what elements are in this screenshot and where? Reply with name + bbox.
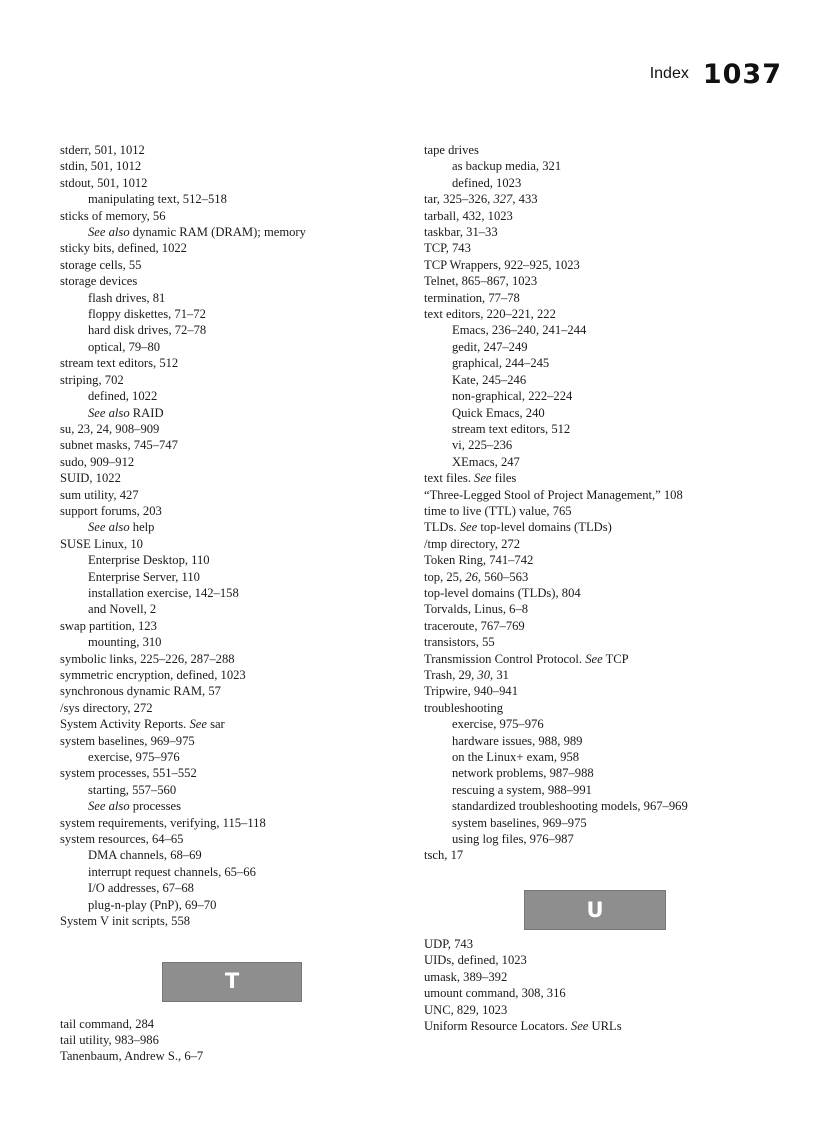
index-entry bbox=[424, 191, 794, 207]
index-entry bbox=[424, 985, 794, 1001]
entry-text: Uniform Resource Locators. bbox=[424, 1018, 571, 1033]
entry-text: installation exercise, 142–158 bbox=[88, 585, 239, 600]
index-entry bbox=[424, 470, 794, 486]
entry-text: sar bbox=[206, 717, 225, 732]
index-entry bbox=[60, 667, 400, 683]
entry-text: storage devices bbox=[60, 274, 138, 289]
entry-text: DMA channels, 68–69 bbox=[88, 848, 202, 863]
index-entry bbox=[424, 1018, 794, 1034]
index-entry bbox=[60, 536, 400, 552]
index-subentry bbox=[424, 158, 794, 174]
entry-text: files bbox=[491, 471, 517, 486]
entry-text: text files. bbox=[424, 471, 475, 486]
entry-text: Enterprise Desktop, 110 bbox=[88, 553, 210, 568]
entry-text: umask, 389–392 bbox=[424, 969, 508, 984]
index-entry bbox=[60, 158, 400, 174]
index-entry bbox=[60, 1048, 400, 1064]
index-subentry bbox=[424, 782, 794, 798]
index-entry bbox=[424, 601, 794, 617]
entry-text: top-level domains (TLDs) bbox=[477, 520, 612, 535]
entry-text: time to live (TTL) value, 765 bbox=[424, 503, 572, 518]
index-entry bbox=[424, 847, 794, 863]
index-entry bbox=[424, 936, 794, 952]
index-entry bbox=[60, 716, 400, 732]
entry-text: plug-n-play (PnP), 69–70 bbox=[88, 897, 217, 912]
entry-text: support forums, 203 bbox=[60, 503, 162, 518]
entry-text: processes bbox=[129, 799, 182, 814]
entry-text: network problems, 987–988 bbox=[452, 766, 594, 781]
entry-text: tar, 325–326, bbox=[424, 192, 494, 207]
entry-text: , 31 bbox=[490, 668, 509, 682]
index-entry bbox=[424, 273, 794, 289]
entry-text: termination, 77–78 bbox=[424, 290, 520, 305]
left-entries bbox=[60, 142, 400, 930]
index-subentry bbox=[60, 585, 400, 601]
entry-text: traceroute, 767–769 bbox=[424, 618, 525, 633]
index-subentry bbox=[60, 322, 400, 338]
index-entry bbox=[424, 487, 794, 503]
entry-text: UIDs, defined, 1023 bbox=[424, 953, 527, 968]
entry-text: exercise, 975–976 bbox=[452, 717, 544, 732]
index-entry bbox=[60, 487, 400, 503]
index-entry bbox=[424, 683, 794, 699]
index-entry bbox=[60, 733, 400, 749]
index-subentry bbox=[424, 749, 794, 765]
index-entry bbox=[60, 913, 400, 929]
u-entries bbox=[424, 936, 794, 1034]
entry-text: floppy diskettes, 71–72 bbox=[88, 307, 206, 322]
index-entry bbox=[60, 503, 400, 519]
entry-text: subnet masks, 745–747 bbox=[60, 438, 178, 453]
entry-text: SUSE Linux, 10 bbox=[60, 536, 143, 551]
entry-text: tsch, 17 bbox=[424, 848, 464, 863]
entry-text: dynamic RAM (DRAM); memory bbox=[129, 225, 306, 240]
entry-text: and Novell, 2 bbox=[88, 602, 157, 617]
index-entry bbox=[424, 700, 794, 716]
entry-text: non-graphical, 222–224 bbox=[452, 389, 573, 404]
index-entry bbox=[424, 618, 794, 634]
entry-text: TCP bbox=[602, 651, 629, 666]
index-entry bbox=[60, 240, 400, 256]
index-subentry bbox=[60, 306, 400, 322]
running-head-label: Index bbox=[649, 65, 689, 82]
index-entry bbox=[424, 585, 794, 601]
entry-text: sudo, 909–912 bbox=[60, 454, 135, 469]
entry-text: as backup media, 321 bbox=[452, 159, 562, 174]
entry-text: stderr, 501, 1012 bbox=[60, 143, 145, 157]
section-letter-u: U bbox=[524, 890, 666, 930]
index-entry bbox=[60, 815, 400, 831]
index-entry bbox=[424, 503, 794, 519]
index-subentry bbox=[60, 290, 400, 306]
index-entry bbox=[424, 969, 794, 985]
entry-text: sum utility, 427 bbox=[60, 487, 139, 502]
italic-text: 30 bbox=[477, 668, 491, 682]
italic-text: See bbox=[570, 1018, 589, 1033]
index-entry bbox=[60, 257, 400, 273]
index-subentry bbox=[60, 224, 400, 240]
entry-text: /sys directory, 272 bbox=[60, 700, 153, 715]
index-subentry bbox=[60, 880, 400, 896]
entry-text: sticks of memory, 56 bbox=[60, 208, 166, 223]
index-entry bbox=[424, 142, 794, 158]
index-entry bbox=[424, 952, 794, 968]
italic-text: 26 bbox=[465, 569, 478, 584]
index-entry bbox=[60, 683, 400, 699]
entry-text: taskbar, 31–33 bbox=[424, 225, 498, 240]
entry-text: stream text editors, 512 bbox=[452, 421, 571, 436]
index-column-right bbox=[424, 142, 794, 1034]
page-number: 1037 bbox=[702, 58, 782, 90]
index-subentry bbox=[424, 716, 794, 732]
entry-text: tape drives bbox=[424, 143, 479, 157]
index-entry bbox=[424, 257, 794, 273]
index-entry bbox=[60, 175, 400, 191]
entry-text: tarball, 432, 1023 bbox=[424, 208, 513, 223]
index-entry bbox=[60, 454, 400, 470]
entry-text: umount command, 308, 316 bbox=[424, 986, 566, 1001]
entry-text: Tanenbaum, Andrew S., 6–7 bbox=[60, 1049, 204, 1064]
page-header bbox=[650, 58, 782, 90]
entry-text: UDP, 743 bbox=[424, 936, 473, 951]
index-subentry bbox=[424, 339, 794, 355]
entry-text: gedit, 247–249 bbox=[452, 339, 528, 354]
entry-text: flash drives, 81 bbox=[88, 290, 166, 305]
entry-text: I/O addresses, 67–68 bbox=[88, 881, 194, 896]
index-entry bbox=[424, 240, 794, 256]
index-entry bbox=[60, 470, 400, 486]
index-subentry bbox=[60, 388, 400, 404]
index-subentry bbox=[424, 175, 794, 191]
index-subentry bbox=[424, 437, 794, 453]
entry-text: sticky bits, defined, 1022 bbox=[60, 241, 187, 256]
entry-text: swap partition, 123 bbox=[60, 618, 157, 633]
entry-text: striping, 702 bbox=[60, 372, 124, 387]
entry-text: system resources, 64–65 bbox=[60, 832, 184, 847]
index-subentry bbox=[424, 765, 794, 781]
index-entry bbox=[60, 700, 400, 716]
index-entry bbox=[60, 273, 400, 289]
entry-text: hardware issues, 988, 989 bbox=[452, 733, 583, 748]
entry-text: URLs bbox=[588, 1018, 622, 1033]
index-subentry bbox=[60, 864, 400, 880]
entry-text: Enterprise Server, 110 bbox=[88, 569, 200, 584]
entry-text: Transmission Control Protocol. bbox=[424, 651, 586, 666]
entry-text: troubleshooting bbox=[424, 700, 504, 715]
index-subentry bbox=[424, 798, 794, 814]
entry-text: defined, 1022 bbox=[88, 389, 158, 404]
index-entry bbox=[60, 1032, 400, 1048]
entry-text: stdout, 501, 1012 bbox=[60, 175, 148, 190]
entry-text: storage cells, 55 bbox=[60, 257, 142, 272]
index-entry bbox=[424, 290, 794, 306]
entry-text: symbolic links, 225–226, 287–288 bbox=[60, 651, 235, 666]
index-subentry bbox=[60, 569, 400, 585]
index-entry bbox=[60, 831, 400, 847]
index-subentry bbox=[60, 519, 400, 535]
entry-text: defined, 1023 bbox=[452, 175, 522, 190]
index-subentry bbox=[424, 421, 794, 437]
entry-text: mounting, 310 bbox=[88, 635, 162, 650]
entry-text: su, 23, 24, 908–909 bbox=[60, 421, 160, 436]
index-subentry bbox=[424, 733, 794, 749]
index-subentry bbox=[424, 831, 794, 847]
index-entry bbox=[424, 569, 794, 585]
entry-text: tail command, 284 bbox=[60, 1016, 155, 1031]
index-column-left bbox=[60, 142, 400, 1065]
index-subentry bbox=[60, 634, 400, 650]
index-subentry bbox=[60, 552, 400, 568]
italic-text: See also bbox=[88, 225, 130, 240]
entry-text: system baselines, 969–975 bbox=[60, 733, 195, 748]
italic-text: See also bbox=[88, 520, 130, 535]
index-entry bbox=[424, 634, 794, 650]
entry-text: XEmacs, 247 bbox=[452, 454, 520, 469]
entry-text: TLDs. bbox=[424, 520, 460, 535]
index-entry bbox=[424, 306, 794, 322]
index-entry bbox=[60, 421, 400, 437]
entry-text: text editors, 220–221, 222 bbox=[424, 307, 556, 322]
entry-text: Torvalds, Linus, 6–8 bbox=[424, 602, 529, 617]
index-entry bbox=[424, 224, 794, 240]
entry-text: UNC, 829, 1023 bbox=[424, 1002, 508, 1017]
entry-text: manipulating text, 512–518 bbox=[88, 192, 227, 207]
italic-text: See also bbox=[88, 405, 130, 420]
index-subentry bbox=[424, 405, 794, 421]
index-subentry bbox=[424, 388, 794, 404]
index-entry bbox=[60, 372, 400, 388]
entry-text: System V init scripts, 558 bbox=[60, 914, 191, 929]
entry-text: vi, 225–236 bbox=[452, 438, 513, 453]
index-entry bbox=[424, 536, 794, 552]
entry-text: optical, 79–80 bbox=[88, 339, 161, 354]
entry-text: synchronous dynamic RAM, 57 bbox=[60, 684, 221, 699]
entry-text: on the Linux+ exam, 958 bbox=[452, 750, 580, 765]
index-subentry bbox=[60, 749, 400, 765]
index-entry bbox=[60, 437, 400, 453]
entry-text: graphical, 244–245 bbox=[452, 356, 550, 371]
entry-text: interrupt request channels, 65–66 bbox=[88, 864, 256, 879]
entry-text: standardized troubleshooting models, 967–969 bbox=[452, 799, 688, 814]
entry-text: top-level domains (TLDs), 804 bbox=[424, 585, 581, 600]
entry-text: Quick Emacs, 240 bbox=[452, 405, 545, 420]
entry-text: TCP, 743 bbox=[424, 241, 471, 256]
entry-text: Kate, 245–246 bbox=[452, 372, 527, 387]
section-letter-t: T bbox=[162, 962, 302, 1002]
entry-text: symmetric encryption, defined, 1023 bbox=[60, 668, 246, 682]
entry-text: stream text editors, 512 bbox=[60, 356, 179, 371]
entry-text: system processes, 551–552 bbox=[60, 766, 197, 781]
t-entries bbox=[60, 1016, 400, 1065]
right-entries bbox=[424, 142, 794, 864]
entry-text: system baselines, 969–975 bbox=[452, 815, 587, 830]
entry-text: RAID bbox=[129, 405, 164, 420]
index-entry bbox=[424, 667, 794, 683]
index-entry bbox=[60, 142, 400, 158]
entry-text: SUID, 1022 bbox=[60, 471, 121, 486]
index-subentry bbox=[424, 372, 794, 388]
italic-text: See bbox=[585, 651, 603, 666]
entry-text: exercise, 975–976 bbox=[88, 750, 180, 765]
index-entry bbox=[60, 355, 400, 371]
entry-text: Token Ring, 741–742 bbox=[424, 553, 534, 568]
entry-text: rescuing a system, 988–991 bbox=[452, 782, 592, 797]
entry-text: system requirements, verifying, 115–118 bbox=[60, 815, 266, 830]
index-subentry bbox=[424, 454, 794, 470]
entry-text: stdin, 501, 1012 bbox=[60, 159, 142, 174]
entry-text: “Three-Legged Stool of Project Management,” 108 bbox=[424, 487, 683, 502]
index-subentry bbox=[60, 601, 400, 617]
entry-text: Emacs, 236–240, 241–244 bbox=[452, 323, 587, 338]
entry-text: Trash, 29, bbox=[424, 668, 478, 682]
index-subentry bbox=[60, 339, 400, 355]
entry-text: hard disk drives, 72–78 bbox=[88, 323, 207, 338]
index-subentry bbox=[60, 782, 400, 798]
index-entry bbox=[424, 651, 794, 667]
index-subentry bbox=[424, 815, 794, 831]
index-entry bbox=[424, 552, 794, 568]
entry-text: transistors, 55 bbox=[424, 635, 495, 650]
entry-text: /tmp directory, 272 bbox=[424, 536, 521, 551]
entry-text: TCP Wrappers, 922–925, 1023 bbox=[424, 257, 580, 272]
index-entry bbox=[60, 1016, 400, 1032]
entry-text: tail utility, 983–986 bbox=[60, 1032, 159, 1047]
index-subentry bbox=[60, 405, 400, 421]
index-entry bbox=[424, 519, 794, 535]
entry-text: using log files, 976–987 bbox=[452, 832, 574, 847]
index-subentry bbox=[60, 191, 400, 207]
index-subentry bbox=[424, 355, 794, 371]
index-entry bbox=[60, 765, 400, 781]
italic-text: See bbox=[459, 520, 478, 535]
index-entry bbox=[424, 208, 794, 224]
entry-text: , 560–563 bbox=[477, 569, 529, 584]
entry-text: System Activity Reports. bbox=[60, 717, 190, 732]
italic-text: 327 bbox=[493, 192, 513, 207]
entry-text: Telnet, 865–867, 1023 bbox=[424, 274, 538, 289]
entry-text: Tripwire, 940–941 bbox=[424, 684, 518, 699]
entry-text: starting, 557–560 bbox=[88, 782, 177, 797]
index-entry bbox=[60, 651, 400, 667]
entry-text: , 433 bbox=[512, 192, 538, 207]
index-entry bbox=[60, 208, 400, 224]
italic-text: See also bbox=[88, 799, 130, 814]
italic-text: See bbox=[474, 471, 492, 486]
italic-text: See bbox=[189, 717, 207, 732]
index-entry bbox=[60, 618, 400, 634]
index-subentry bbox=[60, 897, 400, 913]
index-entry bbox=[424, 1002, 794, 1018]
index-subentry bbox=[424, 322, 794, 338]
entry-text: help bbox=[129, 520, 155, 535]
index-subentry bbox=[60, 847, 400, 863]
index-subentry bbox=[60, 798, 400, 814]
entry-text: top, 25, bbox=[424, 569, 466, 584]
